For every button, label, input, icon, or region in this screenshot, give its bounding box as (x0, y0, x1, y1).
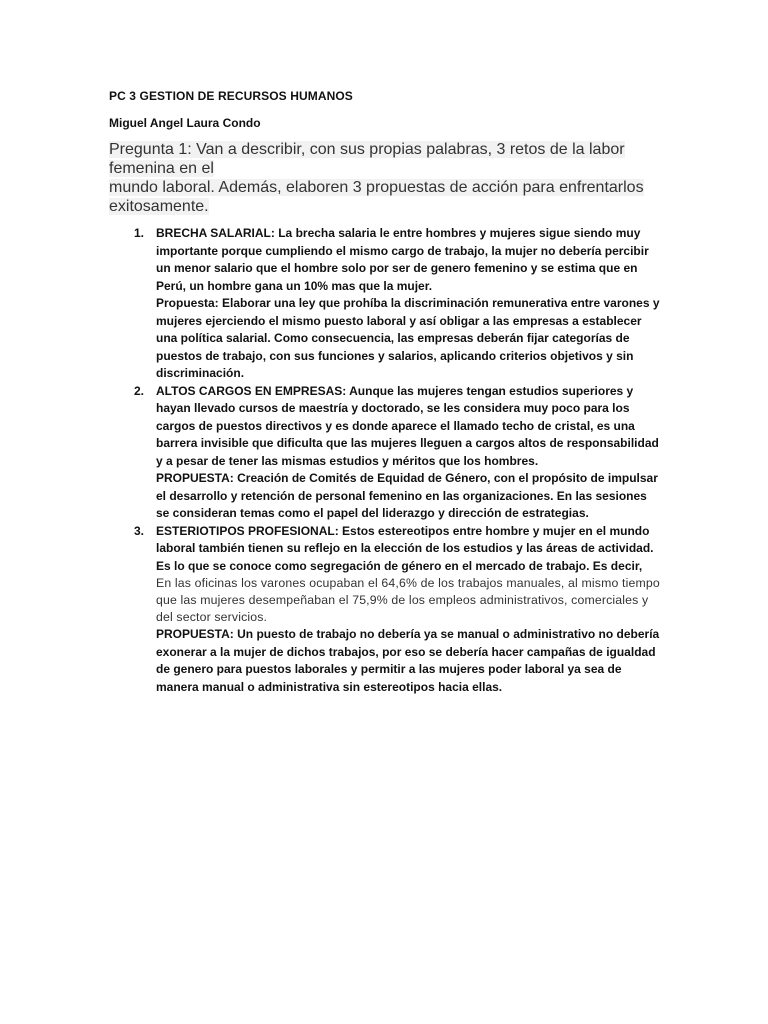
question-prompt (109, 140, 649, 216)
list-item (134, 225, 662, 383)
question-line-2: mundo laboral. Además, elaboren 3 propuestas de acción para enfrentarlos exitosamente. (109, 179, 644, 215)
author-name: Miguel Angel Laura Condo (109, 116, 261, 130)
list-item (134, 383, 662, 523)
item-heading: ESTERIOTIPOS PROFESIONAL: (156, 523, 339, 538)
item-body: Aunque las mujeres tengan estudios superiores y hayan llevado cursos de maestría y doctorado, se les considera muy poco para los cargos de puestos directivos y es donde aparece el llamado techo de cristal, es una barrera invisible que dificulta que las mujeres lleguen a cargos altos de responsabilidad y a pesar de tener las mismas estudios y méritos que los hombres. (156, 383, 659, 468)
proposal-body: Un puesto de trabajo no debería ya se manual o administrativo no debería exonerar a la mujer de dichos trabajos, por eso se debería hacer campañas de igualdad de genero para puestos laborales y permitir a las mujeres poder laboral ya sea de manera manual o administrativa sin estereotipos hacia ellas. (156, 627, 660, 694)
item-heading: BRECHA SALARIAL: (156, 226, 275, 240)
list-item (134, 523, 662, 697)
proposal-heading: PROPUESTA: (156, 471, 234, 485)
document-title: PC 3 GESTION DE RECURSOS HUMANOS (109, 89, 353, 103)
quoted-statistic: En las oficinas los varones ocupaban el 64,6% de los trabajos manuales, al mismo tiempo que las mujeres desempeñaban el 75,9% de los empleos administrativos, comerciales y del sector servicios. (156, 576, 660, 624)
answer-list (134, 225, 662, 696)
proposal-paragraph (156, 470, 662, 523)
proposal-paragraph (156, 626, 662, 696)
item-body: Estos estereotipos entre hombre y mujer en el mundo laboral también tienen su reflejo en la elección de los estudios y las áreas de actividad. Es lo que se conoce como segregación de género en el mercado de trabajo. Es decir, (156, 523, 654, 573)
item-heading: ALTOS CARGOS EN EMPRESAS: (156, 383, 347, 398)
question-line-1: Pregunta 1: Van a describir, con sus propias palabras, 3 retos de la labor femenina en el (109, 141, 625, 177)
item-body: La brecha salaria le entre hombres y mujeres sigue siendo muy importante porque cumpliendo el mismo cargo de trabajo, la mujer no debería percibir un menor salario que el hombre solo por ser de genero femenino y se estima que en Perú, un hombre gana un 10% mas que la mujer. (156, 226, 649, 293)
item-number: 3. (134, 523, 145, 538)
item-paragraph (156, 383, 662, 471)
item-number: 2. (134, 383, 145, 398)
proposal-body: Elaborar una ley que prohíba la discriminación remunerativa entre varones y mujeres ejerciendo el mismo puesto laboral y así obligar a las empresas a establecer una política salarial. Como consecuencia, las empresas deberán fijar categorías de puestos de trabajo, con sus funciones y salarios, aplicando criterios objetivos y sin discriminación. (156, 296, 660, 380)
proposal-heading: Propuesta: (156, 296, 219, 310)
proposal-body: Creación de Comités de Equidad de Género, con el propósito de impulsar el desarrollo y retención de personal femenino en las organizaciones. En las sesiones se consideran temas como el papel del liderazgo y dirección de estrategias. (156, 471, 658, 520)
proposal-paragraph (156, 295, 662, 383)
item-number: 1. (134, 226, 145, 240)
item-paragraph (156, 225, 662, 295)
item-paragraph (156, 523, 662, 576)
proposal-heading: PROPUESTA: (156, 627, 234, 641)
